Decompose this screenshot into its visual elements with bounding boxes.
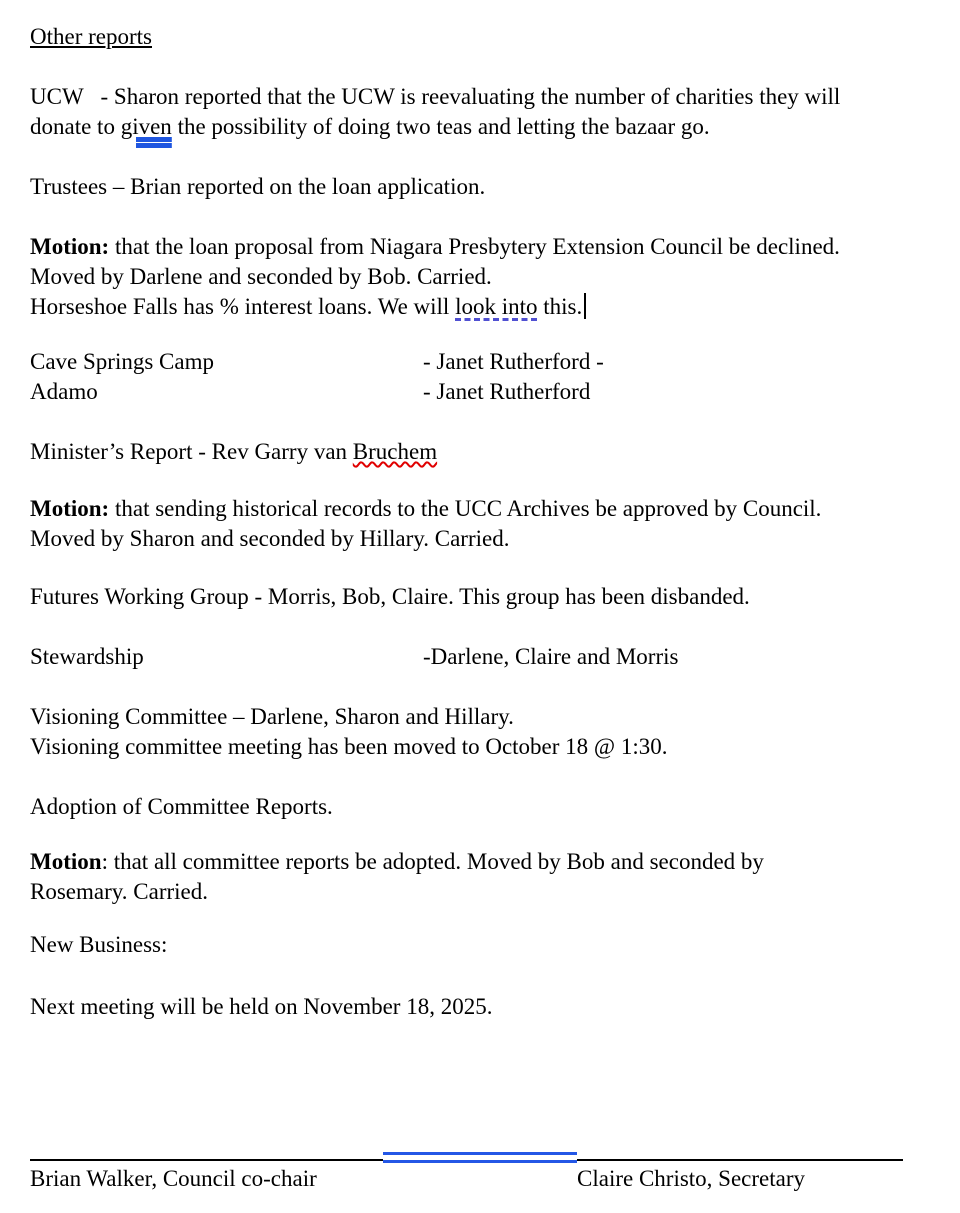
camp-name-cave-springs: Cave Springs Camp (30, 349, 214, 374)
committee-members: -Darlene, Claire and Morris (423, 644, 679, 669)
signature-name-secretary: Claire Christo, Secretary (577, 1166, 806, 1191)
paragraph-trustees (30, 172, 948, 202)
paragraph-stewardship (30, 642, 948, 672)
paragraph-motion-archives (30, 494, 948, 554)
motion1-line3-post: this. (537, 294, 583, 319)
ucw-line2-post: the possibility of doing two teas and letting the bazaar go. (171, 114, 710, 139)
paragraph-adoption (30, 792, 948, 822)
text-line (30, 437, 948, 467)
spellcheck-flagged-word-bruchem: Bruchem (352, 439, 438, 464)
camp-row (30, 377, 948, 407)
camp-row (30, 347, 948, 377)
text-line (30, 792, 948, 822)
camp-name-adamo: Adamo (30, 379, 98, 404)
text-cursor (584, 293, 586, 319)
next-meeting-text: Next meeting will be held on November 18, 2025. (30, 994, 493, 1019)
motion2-line2: Moved by Sharon and seconded by Hillary. Carried. (30, 526, 510, 551)
text-line (30, 582, 948, 612)
paragraph-futures-working-group (30, 582, 948, 612)
text-line (30, 930, 948, 960)
text-line (30, 847, 948, 877)
heading-other-reports: Other reports (30, 24, 152, 49)
trustees-text: Trustees – Brian reported on the loan application. (30, 174, 486, 199)
committee-row (30, 642, 948, 672)
motion2-line1: that sending historical records to the UCC Archives be approved by Council. (109, 496, 822, 521)
text-line (30, 702, 948, 732)
grammar-flag-underline (383, 1152, 577, 1163)
visioning-line1: Visioning Committee – Darlene, Sharon and Hillary. (30, 704, 514, 729)
ucw-line1: UCW - Sharon reported that the UCW is reevaluating the number of charities they will (30, 84, 841, 109)
motion1-line2: Moved by Darlene and seconded by Bob. Carried. (30, 264, 492, 289)
paragraph-camps (30, 347, 948, 407)
text-line (30, 292, 948, 322)
motion-label: Motion: (30, 496, 110, 521)
visioning-line2: Visioning committee meeting has been moved to October 18 @ 1:30. (30, 734, 668, 759)
paragraph-motion-adopt-reports (30, 847, 948, 907)
grammar-flagged-word-given: given (120, 114, 172, 139)
text-line (30, 524, 948, 554)
paragraph-new-business (30, 930, 948, 960)
motion-label: Motion (30, 849, 102, 874)
camp-reporter: - Janet Rutherford (423, 379, 591, 404)
motion-label: Motion: (30, 234, 110, 259)
camp-reporter: - Janet Rutherford - (423, 349, 604, 374)
signature-name-cochair: Brian Walker, Council co-chair (30, 1166, 317, 1191)
motion1-line3-pre: Horseshoe Falls has % interest loans. We will (30, 294, 456, 319)
adoption-text: Adoption of Committee Reports. (30, 794, 333, 819)
text-line (30, 877, 948, 907)
text-line (30, 992, 948, 1022)
paragraph-motion-loan (30, 232, 948, 322)
paragraph-ministers-report (30, 437, 948, 467)
paragraph-heading (30, 22, 948, 52)
paragraph-visioning (30, 702, 948, 762)
grammar-flagged-phrase-look-into: look into (455, 294, 538, 319)
text-line (30, 232, 948, 262)
motion1-line1: that the loan proposal from Niagara Presbytery Extension Council be declined. (109, 234, 840, 259)
text-line (30, 494, 948, 524)
text-line (30, 112, 948, 142)
text-line (30, 82, 948, 112)
paragraph-ucw (30, 82, 948, 142)
ucw-line2-pre: donate to (30, 114, 121, 139)
text-line (30, 262, 948, 292)
committee-name-stewardship: Stewardship (30, 644, 144, 669)
motion3-line2: Rosemary. Carried. (30, 879, 208, 904)
new-business-text: New Business: (30, 932, 168, 957)
text-line (30, 172, 948, 202)
futures-text: Futures Working Group - Morris, Bob, Claire. This group has been disbanded. (30, 584, 750, 609)
paragraph-next-meeting (30, 992, 948, 1022)
minister-text: Minister’s Report - Rev Garry van (30, 439, 353, 464)
motion3-line1: : that all committee reports be adopted. Moved by Bob and seconded by (101, 849, 764, 874)
text-line (30, 732, 948, 762)
document-body[interactable] (30, 22, 948, 1052)
